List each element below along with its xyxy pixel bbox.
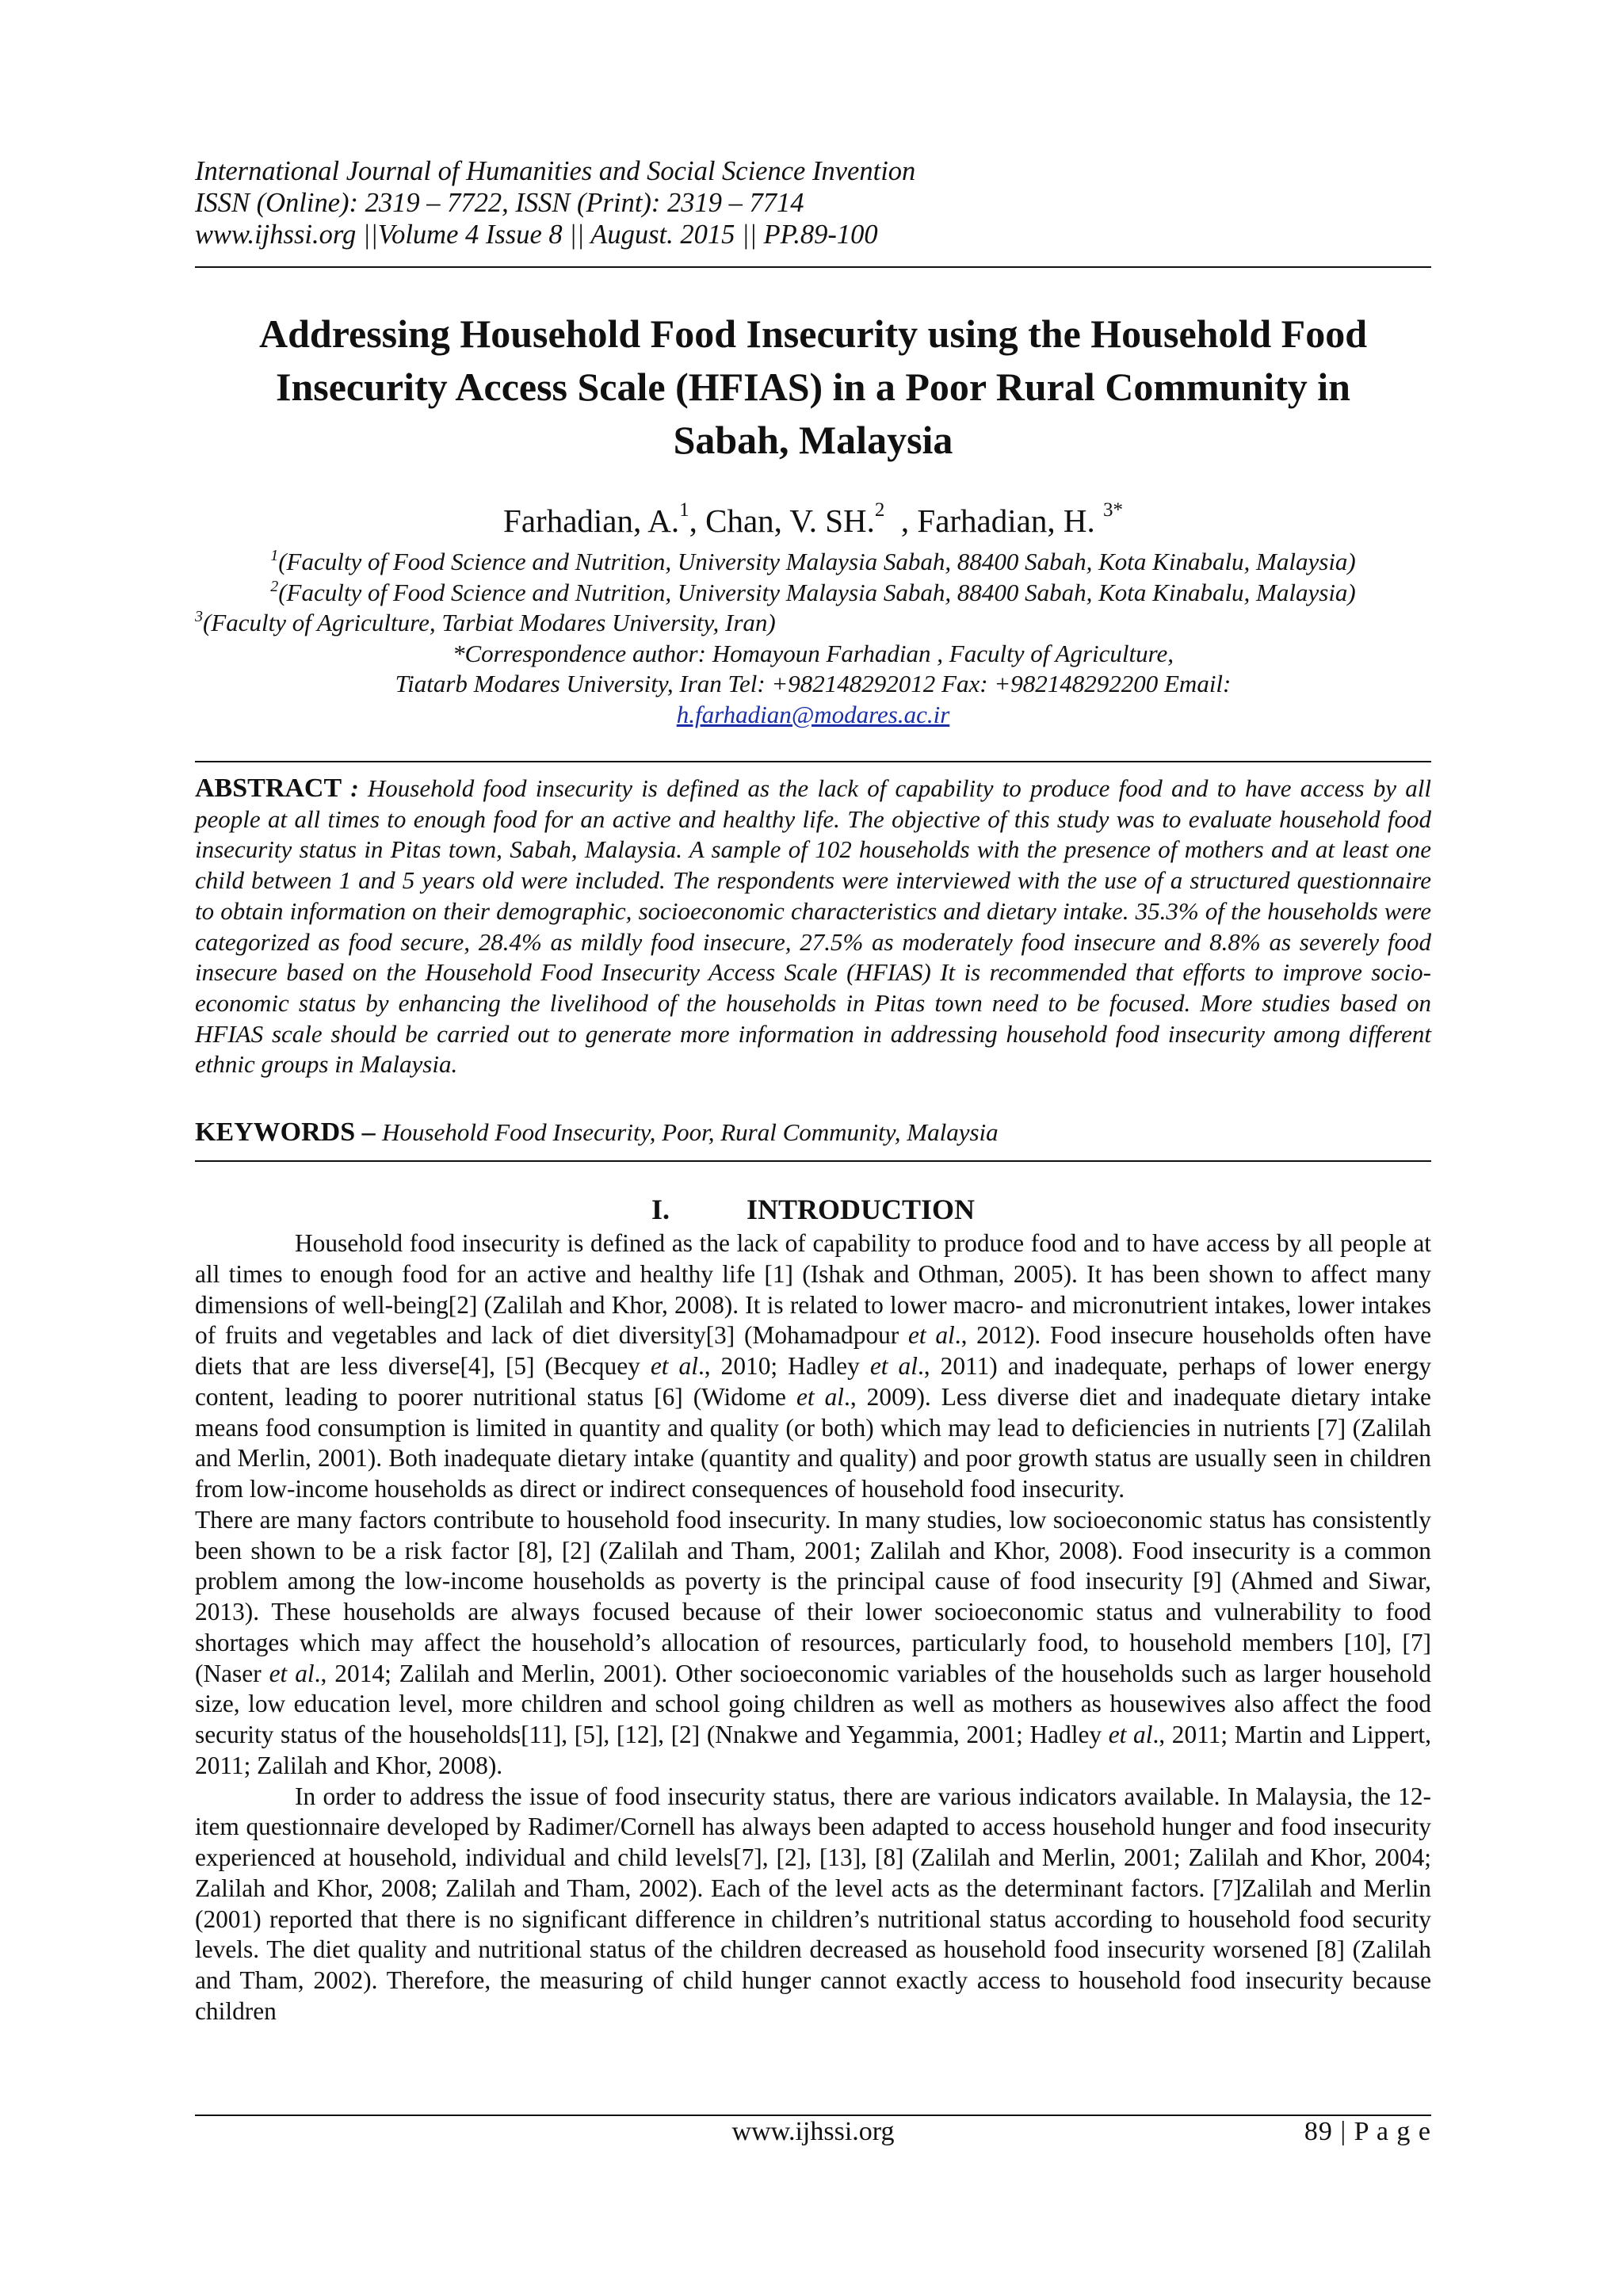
- affiliation-2-sup: 2: [270, 577, 279, 595]
- correspondence-line-1: *Correspondence author: Homayoun Farhadian , Faculty of Agriculture,: [452, 639, 1174, 667]
- paragraph-1-part: Household food insecurity is defined as the lack of capability to produce food and to have access by all people at all times to enough food for an active and healthy life [1] (Ishak and Othman, 2005). It has been shown to affect many dimensions of well-being[2] (Zalilah and Khor, 2008). It is related to lower macro- and micronutrient intakes, lower intakes of fruits and vegetables and lack of diet diversity[3] (Mohamadpour: [195, 1229, 1431, 1350]
- paragraph-2-part: ., 2014; Zalilah and Merlin, 2001). Other socioeconomic variables of the households such as larger household size, low education level, more children and school going children as well as mothers as housewives also affect the food security status of the households[11], [5], [12], [2] (Nnakwe and Yegammia, 2001; Hadley: [195, 1659, 1431, 1748]
- keywords: [195, 1117, 1431, 1148]
- et-al: et al: [907, 1321, 955, 1350]
- et-al: et al: [1108, 1721, 1153, 1748]
- correspondence-line-2: Tiatarb Modares University, Iran Tel: +982148292012 Fax: +982148292200 Email:: [395, 670, 1232, 697]
- paragraph-1-part: ., 2011) and inadequate, perhaps of lower energy content, leading to poorer nutritional status [6] (Widome: [195, 1352, 1432, 1411]
- section-title: INTRODUCTION: [746, 1194, 976, 1225]
- keywords-text: Household Food Insecurity, Poor, Rural Community, Malaysia: [382, 1118, 999, 1146]
- et-al: et al: [269, 1659, 315, 1687]
- paragraph-1-part: ., 2009). Less diverse diet and inadequate dietary intake means food consumption is limited in quantity and quality (or both) which may lead to deficiencies in nutrients [7] (Zalilah and Merlin, 2001). Both inadequate dietary intake (quantity and quality) and poor growth status are usually seen in children from low-income households as direct or indirect consequences of household food insecurity.: [195, 1382, 1431, 1503]
- author-3: , Farhadian, H.: [884, 502, 1103, 539]
- abstract-bottom-rule: [195, 1160, 1431, 1162]
- title-line-1: Addressing Household Food Insecurity using the Household Food: [259, 311, 1367, 356]
- affiliation-1-sup: 1: [270, 547, 279, 564]
- affiliations: [195, 547, 1431, 730]
- section-number: I.: [651, 1194, 670, 1225]
- author-1: Farhadian, A.: [503, 502, 680, 539]
- paper-title: [195, 308, 1431, 467]
- journal-issn: ISSN (Online): 2319 – 7722, ISSN (Print): 2319 – 7714: [195, 188, 804, 218]
- paragraph-1: [195, 1228, 1431, 1505]
- affiliation-3: [195, 608, 1431, 639]
- keywords-label: KEYWORDS –: [195, 1117, 383, 1147]
- author-3-sup: 3*: [1102, 499, 1123, 521]
- paragraph-2-part: There are many factors contribute to household food insecurity. In many studies, low socioeconomic status has consistently been shown to be a risk factor [8], [2] (Zalilah and Tham, 2001; Zalilah and Khor, 2008). Food insecurity is a common problem among the low-income households as poverty is the principal cause of food insecurity [9] (Ahmed and Siwar, 2013). These households are always focused because of their lower socioeconomic status and vulnerability to food shortages which may affect the household’s allocation of resources, particularly food, to household members [10], [7] (Naser: [195, 1505, 1431, 1687]
- paragraph-2: [195, 1505, 1431, 1782]
- correspondence-email-link[interactable]: h.farhadian@modares.ac.ir: [676, 700, 950, 728]
- et-al: et al: [869, 1352, 918, 1380]
- author-list: [195, 501, 1431, 541]
- title-line-3: Sabah, Malaysia: [673, 418, 953, 462]
- header-rule: [195, 266, 1431, 268]
- journal-header: [195, 155, 1431, 250]
- correspondence-email-row: [195, 700, 1431, 731]
- abstract-text: Household food insecurity is defined as the lack of capability to produce food and to have access by all people at all times to enough food for an active and healthy life. The objective of this study was to evaluate household food insecurity status in Pitas town, Sabah, Malaysia. A sample of 102 households with the presence of mothers and at least one child between 1 and 5 years old were included. The respondents were interviewed with the use of a structured questionnaire to obtain information on their demographic, socioeconomic characteristics and dietary intake. 35.3% of the households were categorized as food secure, 28.4% as mildly food insecure, 27.5% as moderately food insecure and 8.8% as severely food insecure based on the Household Food Insecurity Access Scale (HFIAS) It is recommended that efforts to improve socio-economic status by enhancing the livelihood of the households in Pitas town need to be focused. More studies based on HFIAS scale should be carried out to generate more information in addressing household food insecurity among different ethnic groups in Malaysia.: [195, 774, 1431, 1079]
- author-1-sup: 1: [679, 499, 689, 521]
- affiliation-2-text: (Faculty of Food Science and Nutrition, University Malaysia Sabah, 88400 Sabah, Kota Kinabalu, Malaysia): [278, 578, 1356, 606]
- et-al: et al: [796, 1382, 845, 1411]
- abstract: [195, 774, 1431, 1080]
- paragraph-3: In order to address the issue of food insecurity status, there are various indicators available. In Malaysia, the 12-item questionnaire developed by Radimer/Cornell has always been adapted to access household hunger and food insecurity experienced at household, individual and child levels[7], [2], [13], [8] (Zalilah and Merlin, 2001; Zalilah and Khor, 2004; Zalilah and Khor, 2008; Zalilah and Tham, 2002). Each of the level acts as the determinant factors. [7]Zalilah and Merlin (2001) reported that there is no significant difference in children’s nutritional status according to household food security levels. The diet quality and nutritional status of the children decreased as household food insecurity worsened [8] (Zalilah and Tham, 2002). Therefore, the measuring of child hunger cannot exactly access to household food insecurity because children: [195, 1782, 1431, 2025]
- journal-volume: www.ijhssi.org ||Volume 4 Issue 8 || August. 2015 || PP.89-100: [195, 220, 878, 250]
- journal-name: International Journal of Humanities and Social Science Invention: [195, 156, 916, 186]
- author-2-sup: 2: [874, 499, 885, 521]
- footer-page-number: 89 | P a g e: [1304, 2117, 1431, 2146]
- et-al: et al: [650, 1352, 698, 1380]
- affiliation-1-text: (Faculty of Food Science and Nutrition, University Malaysia Sabah, 88400 Sabah, Kota Kinabalu, Malaysia): [278, 548, 1356, 575]
- affiliation-3-sup: 3: [195, 608, 203, 625]
- paragraph-2-part: ., 2011; Martin and Lippert, 2011; Zalilah and Khor, 2008).: [195, 1721, 1431, 1779]
- abstract-label: ABSTRACT: [195, 774, 342, 803]
- affiliation-3-text: (Faculty of Agriculture, Tarbiat Modares University, Iran): [203, 609, 776, 636]
- paragraph-1-part: ., 2010; Hadley: [697, 1352, 870, 1380]
- abstract-top-rule: [195, 761, 1431, 762]
- paragraph-1-part: ., 2012). Food insecure households often have diets that are less diverse[4], [5] (Becquey: [195, 1321, 1431, 1380]
- title-line-2: Insecurity Access Scale (HFIAS) in a Poor Rural Community in: [276, 365, 1350, 409]
- abstract-separator: :: [342, 774, 368, 802]
- footer-website: www.ijhssi.org: [731, 2117, 895, 2146]
- affiliation-1: [195, 547, 1431, 578]
- affiliation-2: [195, 578, 1431, 609]
- body-text: [195, 1228, 1431, 2027]
- section-heading: [195, 1192, 1431, 1227]
- author-2: , Chan, V. SH.: [689, 502, 875, 539]
